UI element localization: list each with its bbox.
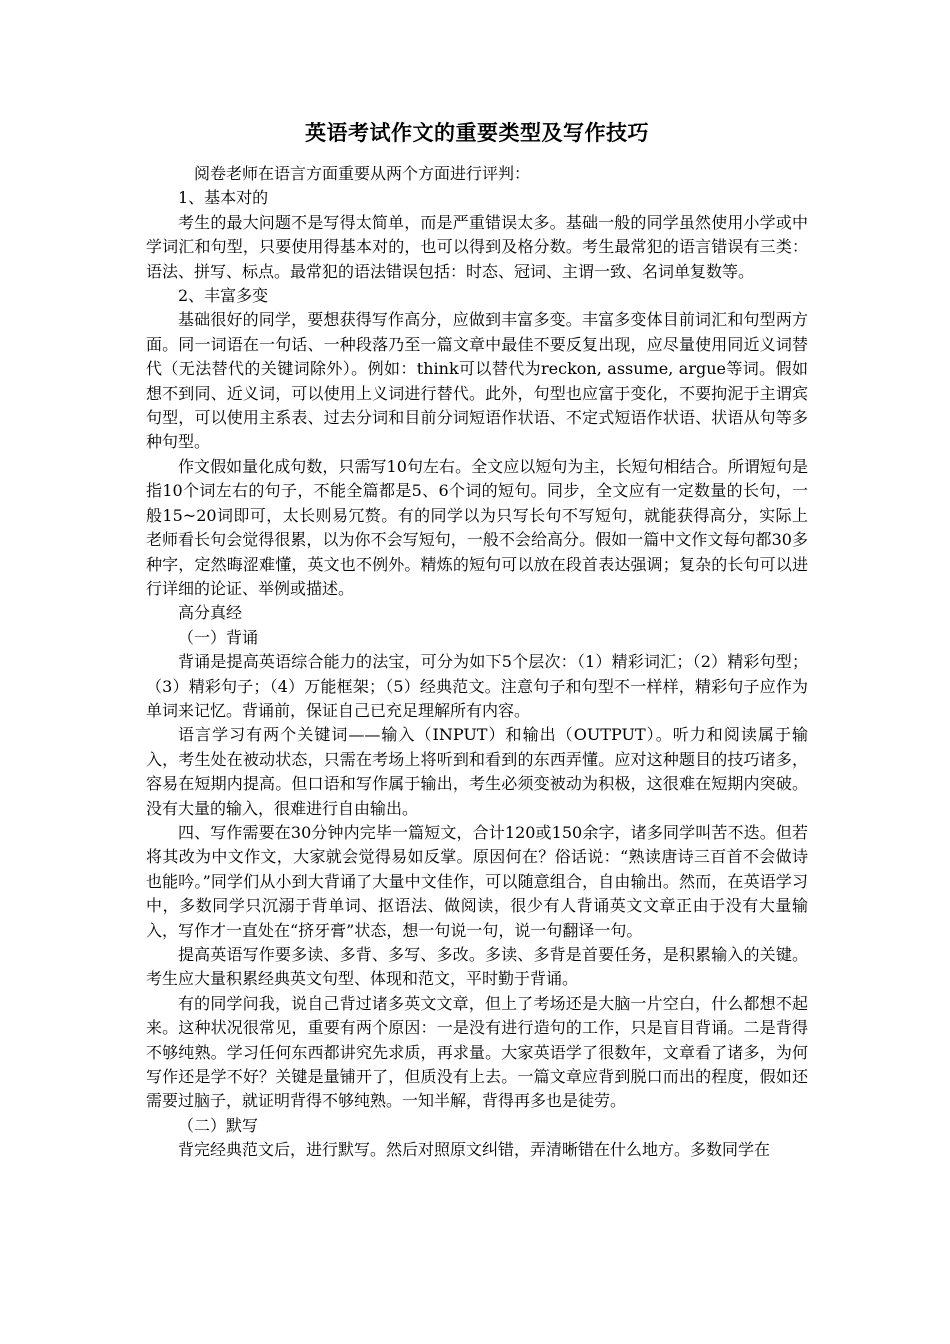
subsection-heading-recite: （一）背诵 [178,627,259,647]
page-title: 英语考试作文的重要类型及写作技巧 [305,121,649,145]
section-heading-2: 2、丰富多变 [178,286,269,306]
paragraph: 作文假如量化成句数，只需写10句左右。全文应以短句为主，长短句相结合。所谓短句是指10个词左右的句子，不能全篇都是5、6个词的短句。同步，全文应有一定数量的长句，一般15~20词即可，太长则易冗赘。有的同学以为只写长句不写短句，就能获得高分，实际上老师看长句会觉得很累，以为你不会写短句，一般不会给高分。假如一篇中文作文每句都30多种字，定然晦涩难懂，英文也不例外。精炼的短句可以放在段首表达强调；复杂的长句可以进行详细的论证、举例或描述。 [146,456,808,598]
paragraph: 背诵是提高英语综合能力的法宝，可分为如下5个层次：（1）精彩词汇；（2）精彩句型；（3）精彩句子；（4）万能框架；（5）经典范文。注意句子和句型不一样样，精彩句子应作为单词来记忆。背诵前，保证自己已充足理解所有内容。 [146,652,808,720]
subsection-heading-dictation: （二）默写 [178,1115,259,1135]
paragraph: 四、写作需要在30分钟内完毕一篇短文，合计120或150余字，诸多同学叫苦不迭。但若将其改为中文作文，大家就会觉得易如反掌。原因何在？俗话说：“熟读唐诗三百首不会做诗也能吟。”同学们从小到大背诵了大量中文佳作，可以随意组合，自由输出。然而，在英语学习中，多数同学只沉溺于背单词、抠语法、做阅读，很少有人背诵英文文章正由于没有大量输入，写作才一直处在“挤牙膏”状态，想一句说一句，说一句翻译一句。 [146,822,808,940]
paragraph-intro: 阅卷老师在语言方面重要从两个方面进行评判： [194,164,531,183]
paragraph: 提高英语写作要多读、多背、多写、多改。多读、多背是首要任务，是积累输入的关键。考生应大量积累经典英文句型、体现和范文，平时勤于背诵。 [146,945,808,989]
paragraph: 语言学习有两个关键词——输入（INPUT）和输出（OUTPUT）。听力和阅读属于输入，考生处在被动状态，只需在考场上将听到和看到的东西弄懂。应对这种题目的技巧诸多，容易在短期内提高。但口语和写作属于输出，考生必须变被动为积极，这很难在短期内突破。没有大量的输入，很难进行自由输出。 [146,725,808,818]
paragraph: 背完经典范文后，进行默写。然后对照原文纠错，弄清晰错在什么地方。多数同学在 [178,1140,771,1160]
section-heading-tips: 高分真经 [178,603,243,623]
paragraph: 有的同学问我，说自己背过诸多英文文章，但上了考场还是大脑一片空白，什么都想不起来。这种状况很常见，重要有两个原因：一是没有进行造句的工作，只是盲目背诵。二是背得不够纯熟。学习任何东西都讲究先求质，再求量。大家英语学了很数年，文章看了诸多，为何写作还是学不好？关键是量铺开了，但质没有上去。一篇文章应背到脱口而出的程度，假如还需要过脑子，就证明背得不够纯熟。一知半解，背得再多也是徒劳。 [146,993,808,1111]
paragraph: 基础很好的同学，要想获得写作高分，应做到丰富多变。丰富多变体目前词汇和句型两方面。同一词语在一句话、一种段落乃至一篇文章中最佳不要反复出现，应尽量使用同近义词替代（无法替代的关键词除外）。例如：think可以替代为reckon, assume, argue等词。假如想不到同、近义词，可以使用上义词进行替代。此外，句型也应富于变化，不要拘泥于主谓宾句型，可以使用主系表、过去分词和目前分词短语作状语、不定式短语作状语、状语从句等多种句型。 [146,310,808,452]
document-body [146,118,808,1163]
paragraph: 考生的最大问题不是写得太简单，而是严重错误太多。基础一般的同学虽然使用小学或中学词汇和句型，只要使用得基本对的，也可以得到及格分数。考生最常犯的语言错误有三类：语法、拼写、标点。最常犯的语法错误包括：时态、冠词、主谓一致、名词单复数等。 [146,212,808,281]
section-heading-1: 1、基本对的 [178,188,269,208]
